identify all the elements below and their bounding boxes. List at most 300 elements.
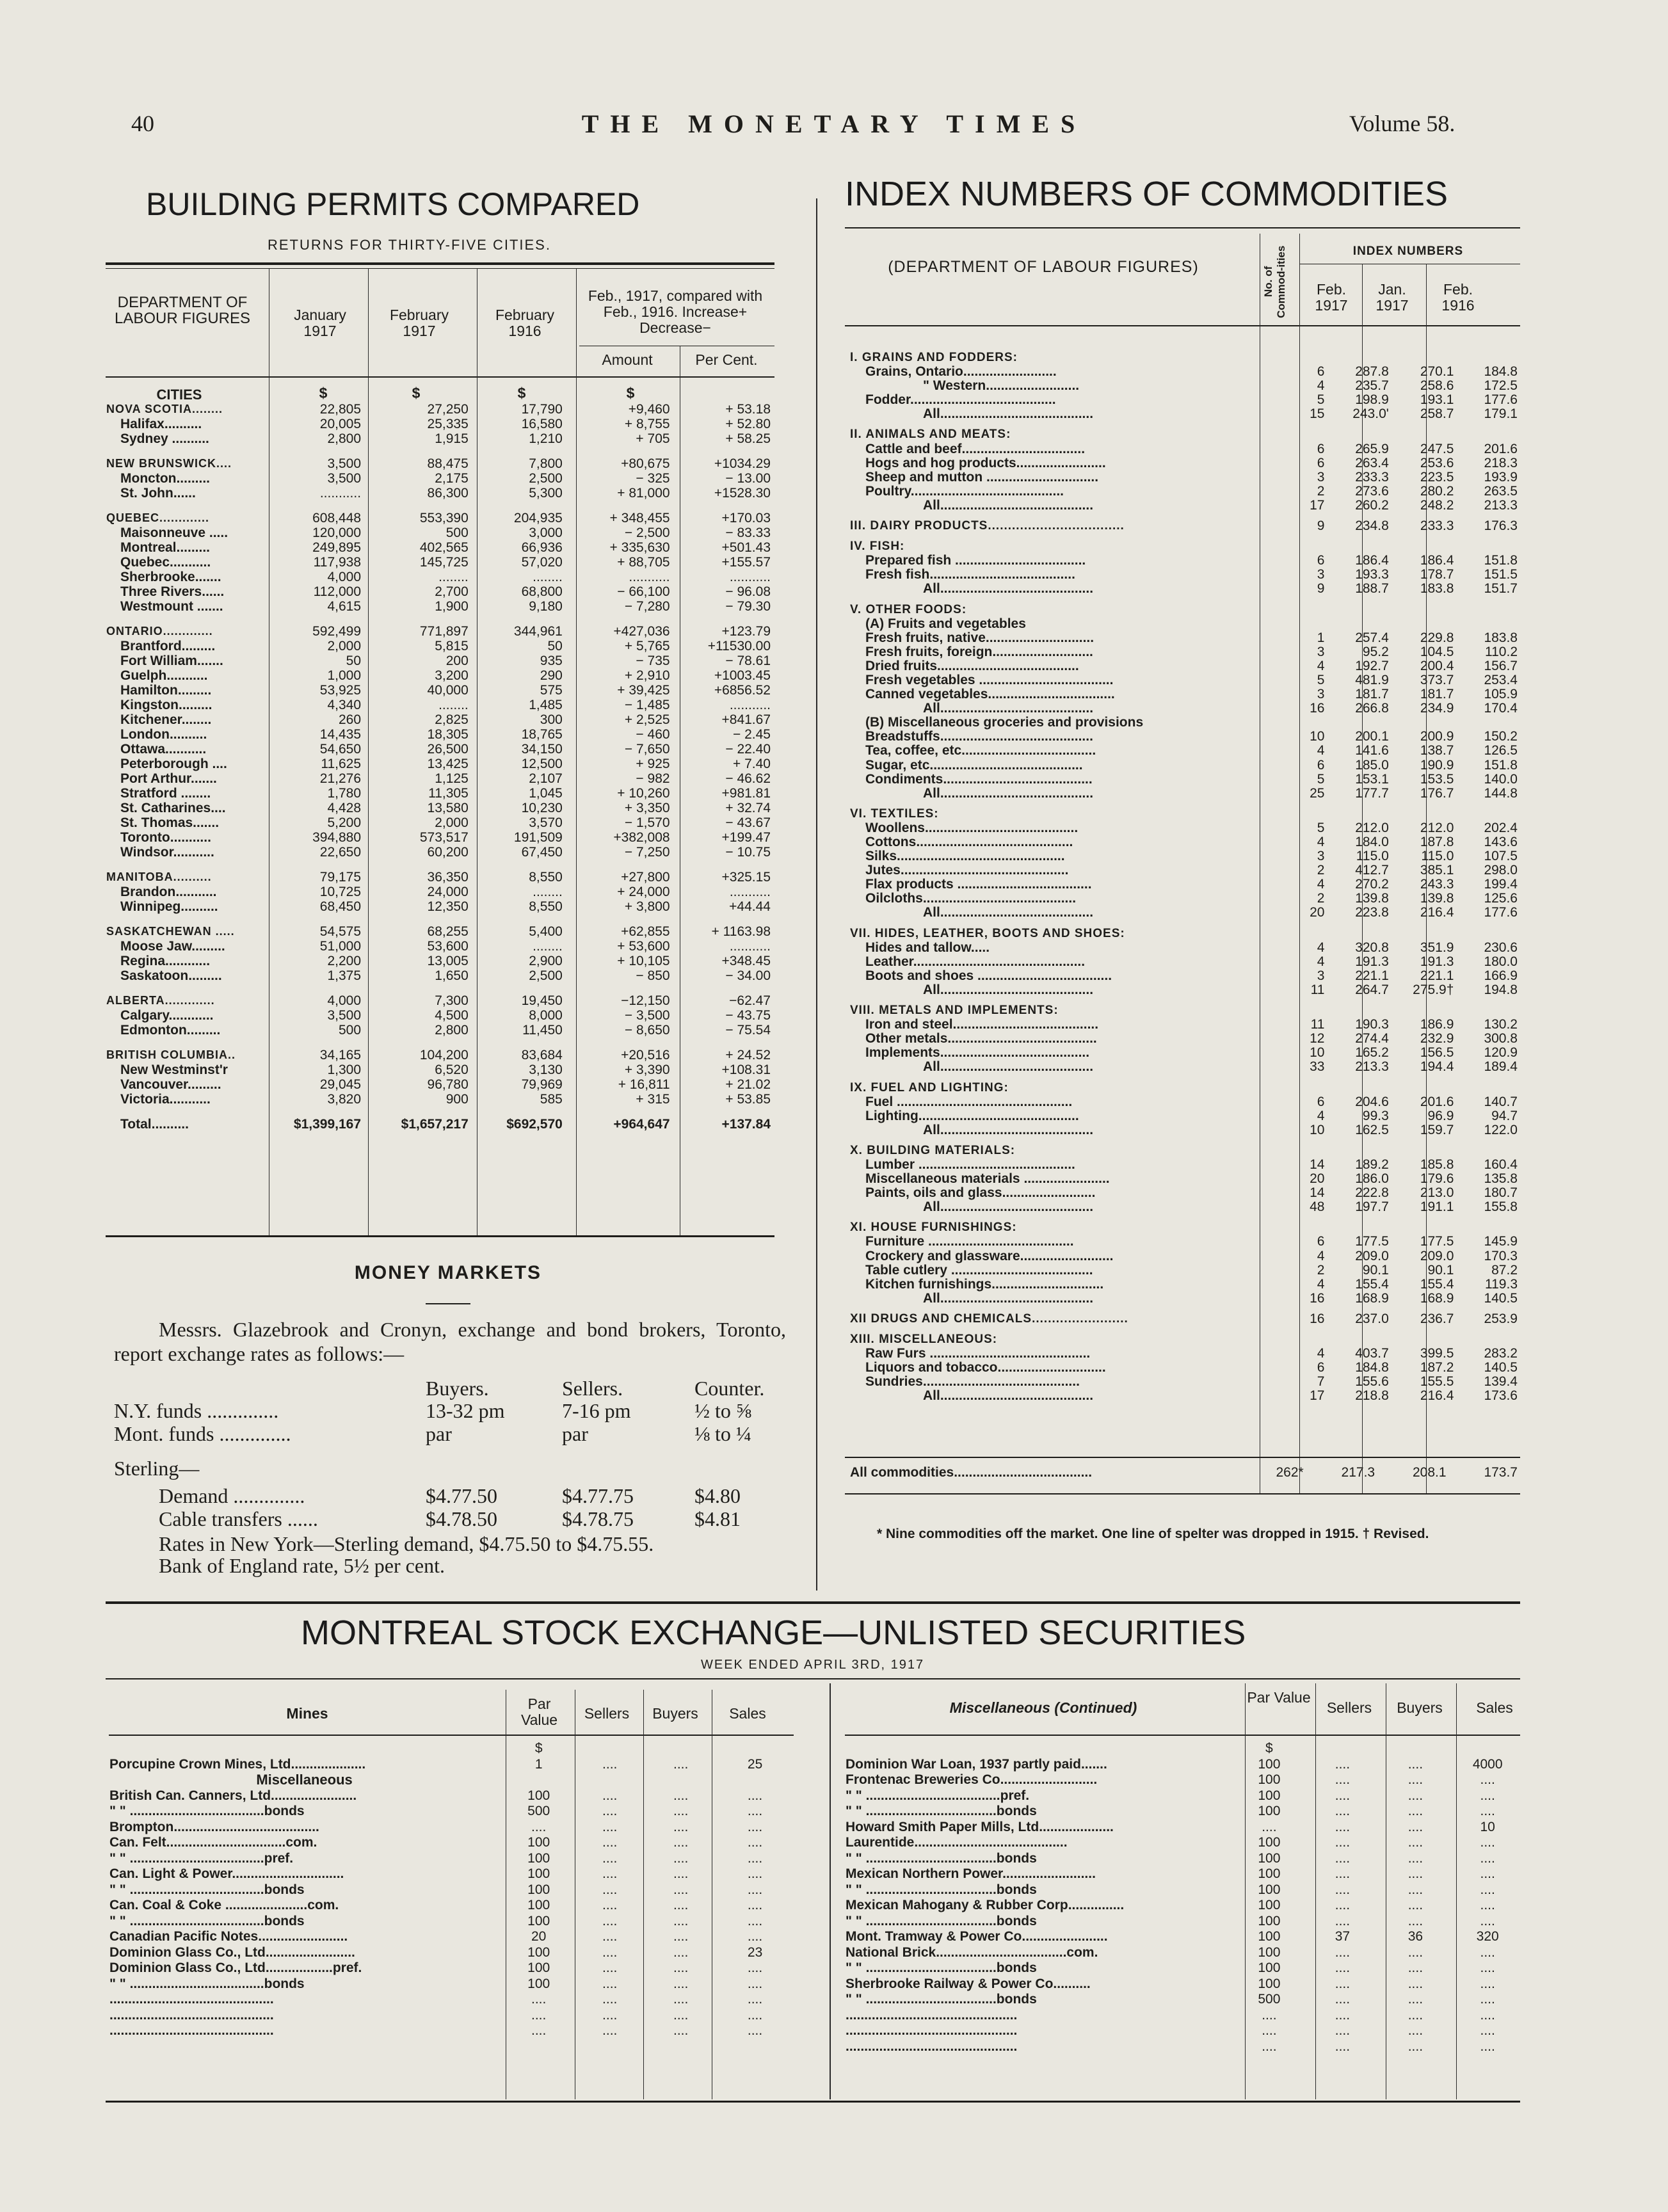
index-value: 192.7 [1355, 658, 1389, 673]
index-value: 16 [1310, 1311, 1325, 1326]
value-cell: 12,500 [521, 757, 563, 771]
security-value: .... [1407, 1866, 1423, 1881]
security-value: 320 [1476, 1929, 1499, 1944]
index-value: 14 [1310, 1185, 1325, 1201]
security-value: .... [1262, 2039, 1277, 2054]
security-value: .... [602, 1929, 618, 1944]
index-value: 194.8 [1484, 982, 1518, 997]
table-row [846, 955, 1521, 969]
value-cell: 4,500 [435, 1008, 469, 1023]
index-value: 140.7 [1484, 1094, 1518, 1109]
index-value [1293, 1333, 1329, 1347]
value-cell: − 3,500 [624, 1008, 670, 1023]
commodity-label: All......................................... [923, 1122, 1094, 1137]
value-cell: 22,650 [319, 845, 362, 860]
spacer-row [846, 801, 1521, 807]
money-markets-title: MONEY MARKETS [354, 1262, 542, 1283]
city-name-cell: Moncton......... [120, 471, 210, 486]
table-row [846, 1186, 1521, 1200]
index-value [1393, 540, 1458, 554]
index-value: 168.9 [1420, 1290, 1454, 1306]
security-value: 100 [527, 1976, 550, 1991]
index-value: 155.8 [1484, 1199, 1518, 1215]
commodity-label: Fresh fruits, foreign........................... [865, 644, 1093, 659]
value-cell: −62.47 [729, 993, 771, 1008]
commodity-label: Furniture ....................................... [865, 1234, 1074, 1249]
spacer-cell [846, 1214, 1293, 1221]
security-value: .... [1407, 1960, 1423, 1975]
city-name-cell: Stratford ........ [120, 786, 211, 801]
city-name-cell: Montreal......... [120, 540, 211, 555]
index-value [1328, 1221, 1392, 1235]
commodity-label: Poultry......................................... [865, 483, 1064, 499]
index-value: 90.1 [1427, 1262, 1454, 1278]
total-cell: +964,647 [613, 1117, 670, 1132]
index-value [1457, 716, 1521, 730]
value-cell: + 335,630 [609, 540, 670, 555]
all-commodities-cell: 208.1 [1412, 1465, 1447, 1480]
value-cell: ........... [729, 570, 771, 584]
security-name: .............................................. [846, 2039, 1018, 2054]
city-name-cell: Brandon........... [120, 885, 217, 899]
security-name: " " ...................................bonds [846, 1992, 1037, 2007]
value-cell: 771,897 [419, 624, 469, 639]
value-cell: + 1163.98 [711, 924, 771, 939]
security-value: .... [747, 1976, 763, 1991]
value-cell: + 21.02 [725, 1077, 771, 1092]
index-value [1328, 603, 1392, 617]
security-value: .... [1407, 2039, 1423, 2054]
table-row [102, 698, 774, 712]
security-name: Dominion War Loan, 1937 partly paid....... [846, 1756, 1107, 1772]
se-left-col-sellers: Sellers [584, 1705, 630, 1722]
index-value: 257.4 [1355, 630, 1389, 645]
index-value: 7 [1317, 1374, 1325, 1390]
value-cell: 344,961 [513, 624, 563, 639]
table-row [102, 885, 774, 899]
index-value [1293, 927, 1329, 941]
index-value [1457, 428, 1521, 442]
table-row [842, 1945, 1523, 1961]
table-row [102, 801, 774, 815]
rate-value: $4.77.75 [562, 1484, 634, 1507]
value-cell: + 7.40 [733, 757, 771, 771]
index-value: 177.5 [1420, 1234, 1454, 1249]
index-value: 263.4 [1355, 455, 1389, 470]
value-cell: 4,000 [327, 993, 362, 1008]
rate-value: $4.78.50 [426, 1507, 497, 1530]
value-cell: − 46.62 [725, 771, 771, 786]
table-row [846, 631, 1521, 645]
security-value: .... [1335, 2023, 1351, 2038]
security-value: .... [673, 1788, 689, 1803]
commodity-label: All......................................... [923, 785, 1094, 801]
security-value: .... [1480, 2007, 1495, 2023]
table-row [842, 1976, 1523, 1992]
index-value: 253.6 [1420, 455, 1454, 470]
ix-dept: (DEPARTMENT OF LABOUR FIGURES) [888, 258, 1199, 276]
table-row [102, 1077, 774, 1092]
security-value: 100 [1258, 1850, 1281, 1866]
security-value: .... [1407, 1913, 1423, 1928]
spacer-row [102, 446, 774, 456]
security-value: .... [673, 1913, 689, 1928]
value-cell: − 850 [636, 968, 670, 983]
value-cell: 51,000 [319, 939, 362, 954]
se-head-top-rule [106, 1678, 1520, 1679]
index-value: 4 [1317, 743, 1325, 758]
value-cell: 120,000 [312, 525, 362, 540]
index-value: 212.0 [1420, 820, 1454, 835]
commodity-label: Cottons.......................................... [865, 835, 1073, 849]
index-value: 172.5 [1484, 378, 1518, 394]
value-cell: 2,800 [327, 431, 362, 446]
value-cell: − 982 [636, 771, 670, 786]
security-value: .... [1335, 1882, 1351, 1897]
table-row [846, 351, 1521, 365]
security-value: .... [1335, 1898, 1351, 1912]
value-cell: 2,700 [435, 584, 469, 599]
security-value [1306, 1741, 1379, 1757]
value-cell: +9,460 [628, 402, 670, 417]
security-name: " " ...................................bonds [846, 1882, 1037, 1897]
index-value: 189.2 [1355, 1157, 1389, 1172]
index-numbers-table [846, 351, 1521, 1403]
ix-col-count: No. of Commod-ities [1262, 245, 1287, 318]
index-value: 213.3 [1484, 497, 1518, 513]
table-row [846, 1249, 1521, 1263]
spacer-cell [846, 1137, 1293, 1144]
city-name-cell: ONTARIO............. [106, 625, 213, 637]
index-value: 177.7 [1355, 785, 1389, 801]
spacer-cell [102, 914, 277, 924]
security-value: .... [673, 1850, 689, 1866]
value-cell: − 34.00 [725, 968, 771, 983]
security-name: " " ...................................bonds [846, 1960, 1037, 1975]
table-row [106, 1772, 794, 1788]
table-row [846, 1018, 1521, 1032]
table-row [846, 519, 1521, 533]
spacer-row [102, 860, 774, 870]
security-value: .... [1335, 1835, 1351, 1850]
volume-label: Volume 58. [1349, 111, 1455, 136]
table-row [846, 787, 1521, 801]
value-cell: +841.67 [721, 712, 771, 727]
table-row [842, 1960, 1523, 1976]
index-value: 87.2 [1491, 1262, 1518, 1278]
value-cell: − 2,500 [624, 525, 670, 540]
security-value: .... [602, 1913, 618, 1928]
index-value [1457, 540, 1521, 554]
index-value: 193.1 [1420, 392, 1454, 408]
table-row [846, 1389, 1521, 1403]
commodity-label: IX. FUEL AND LIGHTING: [850, 1080, 1009, 1094]
spacer-cell [846, 997, 1293, 1004]
commodity-label: Hogs and hog products........................ [865, 455, 1106, 470]
city-name-cell: Three Rivers...... [120, 584, 225, 599]
value-cell: + 5,765 [624, 639, 670, 653]
index-value: 125.6 [1484, 891, 1518, 906]
table-row [102, 742, 774, 757]
index-value: 170.3 [1484, 1248, 1518, 1263]
value-cell: 1,780 [327, 786, 362, 801]
value-cell: 13,005 [427, 954, 469, 968]
index-value: 373.7 [1420, 672, 1454, 687]
city-name-cell: Saskatoon......... [120, 968, 222, 983]
value-cell: + 24.52 [725, 1048, 771, 1062]
commodity-label: I. GRAINS AND FODDERS: [850, 351, 1018, 364]
mm-col-counter: Counter. [694, 1377, 765, 1400]
index-value: 283.2 [1484, 1346, 1518, 1361]
index-value: 6 [1317, 455, 1325, 470]
value-cell: 34,165 [319, 1048, 362, 1062]
security-value: .... [747, 1898, 763, 1912]
security-value: .... [673, 1804, 689, 1818]
value-cell: 1,210 [529, 431, 563, 446]
index-value: 187.8 [1420, 835, 1454, 849]
index-value: 107.5 [1484, 849, 1518, 864]
table-row [102, 599, 774, 614]
security-value: .... [602, 1788, 618, 1803]
security-value: 100 [1258, 1960, 1281, 1975]
security-value: 100 [1258, 1866, 1281, 1881]
index-value: 4 [1317, 378, 1325, 394]
all-commodities-cell: 217.3 [1341, 1465, 1375, 1480]
security-value: .... [673, 1960, 689, 1975]
value-cell: 3,500 [327, 456, 362, 471]
city-name-cell: Sherbrooke....... [120, 570, 221, 584]
index-value: 233.3 [1420, 518, 1454, 534]
value-cell: 86,300 [427, 486, 469, 501]
index-value: 264.7 [1355, 982, 1389, 997]
security-value: 100 [1258, 1976, 1281, 1991]
index-value: 151.8 [1484, 757, 1518, 773]
table-row [846, 582, 1521, 596]
city-name-cell: Hamilton......... [120, 683, 212, 698]
security-value: .... [1407, 1788, 1423, 1803]
index-value: 243.3 [1420, 877, 1454, 892]
table-row [842, 1851, 1523, 1867]
value-cell: 575 [540, 683, 563, 698]
bp-dollar-4: $ [626, 385, 635, 401]
index-all-commodities [846, 1466, 1521, 1480]
bp-top-rule-2 [106, 268, 774, 269]
value-cell: 68,450 [319, 899, 362, 914]
index-value: 140.5 [1484, 1360, 1518, 1375]
city-name-cell: Kingston......... [120, 698, 213, 712]
index-value: 168.9 [1355, 1290, 1389, 1306]
index-value: 185.0 [1355, 757, 1389, 773]
index-value: 186.4 [1355, 553, 1389, 568]
rate-value: ⅛ to ¼ [694, 1422, 751, 1445]
security-name: " " ....................................pref. [846, 1788, 1030, 1803]
commodity-label: XII DRUGS AND CHEMICALS........................ [850, 1311, 1128, 1326]
security-value [645, 1772, 716, 1788]
value-cell: 145,725 [419, 555, 469, 570]
index-value: 4 [1317, 940, 1325, 955]
security-value: 100 [527, 1866, 550, 1881]
city-name-cell: Guelph........... [120, 668, 208, 683]
table-row [102, 624, 774, 639]
table-row [102, 1023, 774, 1038]
rate-label: Demand .............. [159, 1484, 305, 1507]
table-row [846, 1333, 1521, 1347]
commodity-label: (B) Miscellaneous groceries and provisions [865, 715, 1144, 730]
security-value: .... [1480, 1960, 1495, 1975]
se-right-col-sales: Sales [1476, 1699, 1513, 1716]
index-value: 185.8 [1420, 1157, 1454, 1172]
security-value: .... [673, 1992, 689, 2007]
value-cell: 5,300 [529, 486, 563, 501]
table-row [846, 821, 1521, 835]
index-value [1293, 716, 1329, 730]
commodity-label: Leather.............................................. [865, 954, 1086, 969]
value-cell: +62,855 [621, 924, 670, 939]
value-cell: ........ [533, 939, 563, 954]
value-cell: 2,107 [529, 771, 563, 786]
index-value: 141.6 [1355, 743, 1389, 758]
security-value: .... [531, 2023, 547, 2038]
index-value: 216.4 [1420, 1388, 1454, 1404]
index-value: 179.6 [1420, 1171, 1454, 1187]
value-cell: + 315 [636, 1092, 670, 1107]
index-value: 200.4 [1420, 658, 1454, 673]
commodity-label: VI. TEXTILES: [850, 806, 939, 821]
se-left-col-par: Par Value [520, 1695, 558, 1728]
spacer-cell [846, 920, 1293, 927]
se-right-col-buyers: Buyers [1397, 1699, 1443, 1716]
commodity-label: Fresh fish....................................... [865, 567, 1075, 582]
security-value: .... [1335, 1788, 1351, 1803]
city-name-cell: Kitchener........ [120, 712, 212, 727]
security-value: 100 [1258, 1898, 1281, 1912]
city-name-cell: Windsor........... [120, 845, 214, 860]
index-value: 5 [1317, 392, 1325, 408]
index-value: 191.3 [1355, 954, 1389, 969]
table-row [102, 417, 774, 431]
se-vl-mid [830, 1683, 831, 2099]
table-row [102, 727, 774, 742]
index-value: 140.5 [1484, 1290, 1518, 1306]
all-commodities-cell: All commodities..................................... [850, 1465, 1093, 1480]
security-value: 4000 [1472, 1756, 1503, 1772]
bp-dollar-2: $ [412, 385, 421, 401]
index-value: 243.0' [1352, 406, 1389, 422]
index-value: 180.0 [1484, 954, 1518, 969]
value-cell: ........ [533, 885, 563, 899]
spacer-cell [846, 1306, 1293, 1312]
table-row [846, 540, 1521, 554]
table-row [106, 1866, 794, 1882]
ix-col-feb16: Feb. 1916 [1441, 281, 1475, 314]
index-value [1393, 927, 1458, 941]
index-value: 253.4 [1484, 672, 1518, 687]
commodity-label: Lumber .......................................... [865, 1157, 1075, 1172]
spacer-row [846, 1137, 1521, 1144]
security-value: .... [1480, 1913, 1495, 1928]
commodity-label: Raw Furs ........................................... [865, 1346, 1091, 1361]
security-value: 500 [1258, 1992, 1281, 2007]
index-value: 213.3 [1355, 1059, 1389, 1075]
index-value: 4 [1317, 1346, 1325, 1361]
se-left-col-buyers: Buyers [652, 1705, 698, 1722]
security-value: .... [602, 1866, 618, 1881]
security-value: .... [1335, 1866, 1351, 1881]
table-row [846, 1144, 1521, 1158]
index-value: 236.7 [1420, 1311, 1454, 1326]
value-cell: 88,475 [427, 456, 469, 471]
bp-col-dept: DEPARTMENT OF LABOUR FIGURES [114, 294, 251, 327]
table-row [102, 1062, 774, 1077]
stock-exchange-left-table [106, 1741, 794, 2039]
index-value: 6 [1317, 553, 1325, 568]
index-value [1457, 603, 1521, 617]
index-value [1457, 1004, 1521, 1018]
value-cell: 54,650 [319, 742, 362, 757]
value-cell: 53,600 [427, 939, 469, 954]
security-name: Laurentide......................................... [846, 1835, 1068, 1850]
index-value: 263.5 [1484, 483, 1518, 499]
city-name-cell: Brantford......... [120, 639, 216, 653]
value-cell: 1,045 [529, 786, 563, 801]
city-name-cell: Ottawa........... [120, 742, 207, 757]
table-row [102, 924, 774, 939]
value-cell: 10,725 [319, 885, 362, 899]
security-value: .... [673, 1898, 689, 1912]
value-cell: − 7,250 [624, 845, 670, 860]
city-name-cell: Winnipeg.......... [120, 899, 218, 914]
value-cell: 13,425 [427, 757, 469, 771]
value-cell: +427,036 [613, 624, 670, 639]
index-value: 3 [1317, 644, 1325, 659]
index-value: 145.9 [1484, 1234, 1518, 1249]
value-cell: − 22.40 [725, 742, 771, 757]
se-right-col-par: Par Value [1247, 1689, 1311, 1706]
value-cell: 53,925 [319, 683, 362, 698]
security-value: .... [673, 1819, 689, 1834]
index-value: 177.6 [1484, 392, 1518, 408]
security-name: Brompton....................................... [109, 1819, 319, 1834]
index-value: 197.7 [1355, 1199, 1389, 1215]
index-value: 403.7 [1355, 1346, 1389, 1361]
spacer-row [102, 1107, 774, 1117]
index-value: 481.9 [1355, 672, 1389, 687]
table-row [106, 1914, 794, 1930]
security-value: .... [1407, 1756, 1423, 1772]
commodity-label: Table cutlery ...................................... [865, 1262, 1093, 1278]
security-value: 100 [1258, 1804, 1281, 1818]
index-value: 184.0 [1355, 835, 1389, 849]
index-value: 155.6 [1355, 1374, 1389, 1390]
security-value: .... [1480, 1835, 1495, 1850]
value-cell: 1,300 [327, 1062, 362, 1077]
security-value: .... [602, 1898, 618, 1912]
commodity-label: Breadstuffs......................................... [865, 729, 1093, 744]
security-value: .... [1480, 1882, 1495, 1897]
index-value [1393, 1081, 1458, 1095]
commodity-label: Fuel ............................................... [865, 1094, 1073, 1109]
value-cell: +1528.30 [714, 486, 771, 501]
table-row [102, 570, 774, 584]
index-value: 139.8 [1355, 891, 1389, 906]
index-value: 115.0 [1421, 849, 1454, 864]
security-value: .... [602, 1756, 618, 1772]
table-row [846, 393, 1521, 407]
value-cell: 249,895 [312, 540, 362, 555]
value-cell: 66,936 [521, 540, 563, 555]
index-value: 212.0 [1355, 820, 1389, 835]
index-value [1293, 1081, 1329, 1095]
